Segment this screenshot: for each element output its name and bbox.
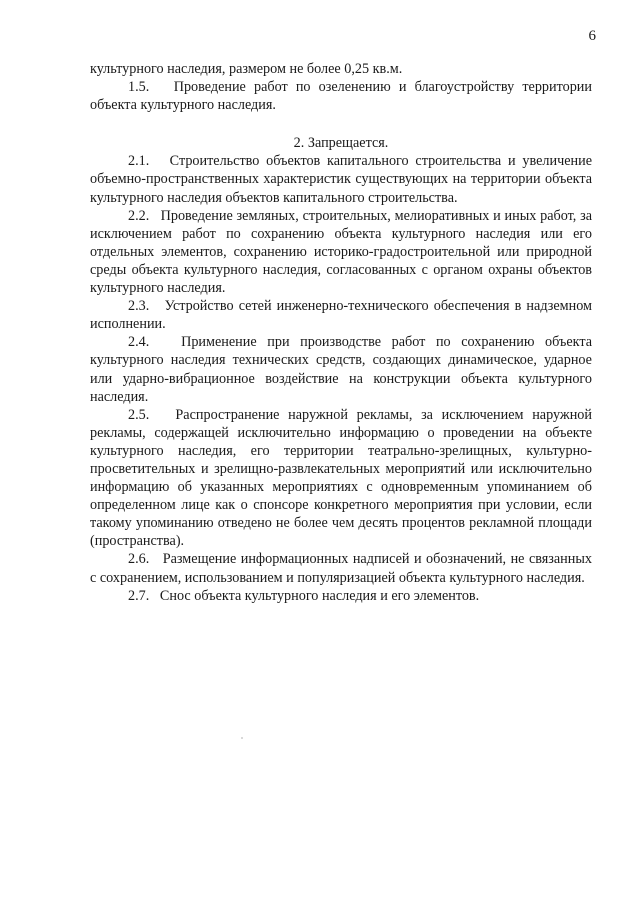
page-number: 6 [588, 28, 596, 44]
scan-speck [241, 737, 243, 739]
document-body [90, 60, 592, 605]
clause-1-5: 1.5. Проведение работ по озеленению и благоустройству территории объекта культурного наследия. [90, 79, 592, 114]
clause-2-7: 2.7. Снос объекта культурного наследия и его элементов. [128, 587, 480, 604]
clause-2-2: 2.2. Проведение земляных, строительных, мелиоративных и иных работ, за исключением работ по сохранению объекта культурного наследия или его отдельных элементов, сохранению историко-градостроительной или природной среды объекта культурного наследия, согласованных с органом охраны объектов культурного наследия. [90, 207, 592, 297]
continuation-paragraph: культурного наследия, размером не более 0,25 кв.м. [90, 61, 403, 77]
section-heading: 2. Запрещается. [293, 135, 389, 152]
clause-2-6: 2.6. Размещение информационных надписей и обозначений, не связанных с сохранением, использованием и популяризацией объекта культурного наследия. [90, 551, 592, 586]
clause-2-4: 2.4. Применение при производстве работ по сохранению объекта культурного наследия технических средств, создающих динамическое, ударное или ударно-вибрационное воздействие на конструкции объекта культурного наследия. [90, 334, 592, 405]
clause-2-1: 2.1. Строительство объектов капитального строительства и увеличение объемно-пространственных характеристик существующих на территории объекта культурного наследия объектов капитального строительства. [90, 153, 592, 206]
clause-2-5: 2.5. Распространение наружной рекламы, за исключением наружной рекламы, содержащей исключительно информацию о проведении на объекте культурного наследия, его территории театрально-зрелищных, культурно-просветительных и зрелищно-развлекательных мероприятий или исключительно информацию об указанных мероприятиях с одновременным упоминанием об определенном лице как о спонсоре конкретного мероприятия при условии, если такому упоминанию отведено не более чем десять процентов рекламной площади (пространства). [90, 406, 592, 550]
clause-2-3: 2.3. Устройство сетей инженерно-технического обеспечения в надземном исполнении. [90, 298, 592, 333]
